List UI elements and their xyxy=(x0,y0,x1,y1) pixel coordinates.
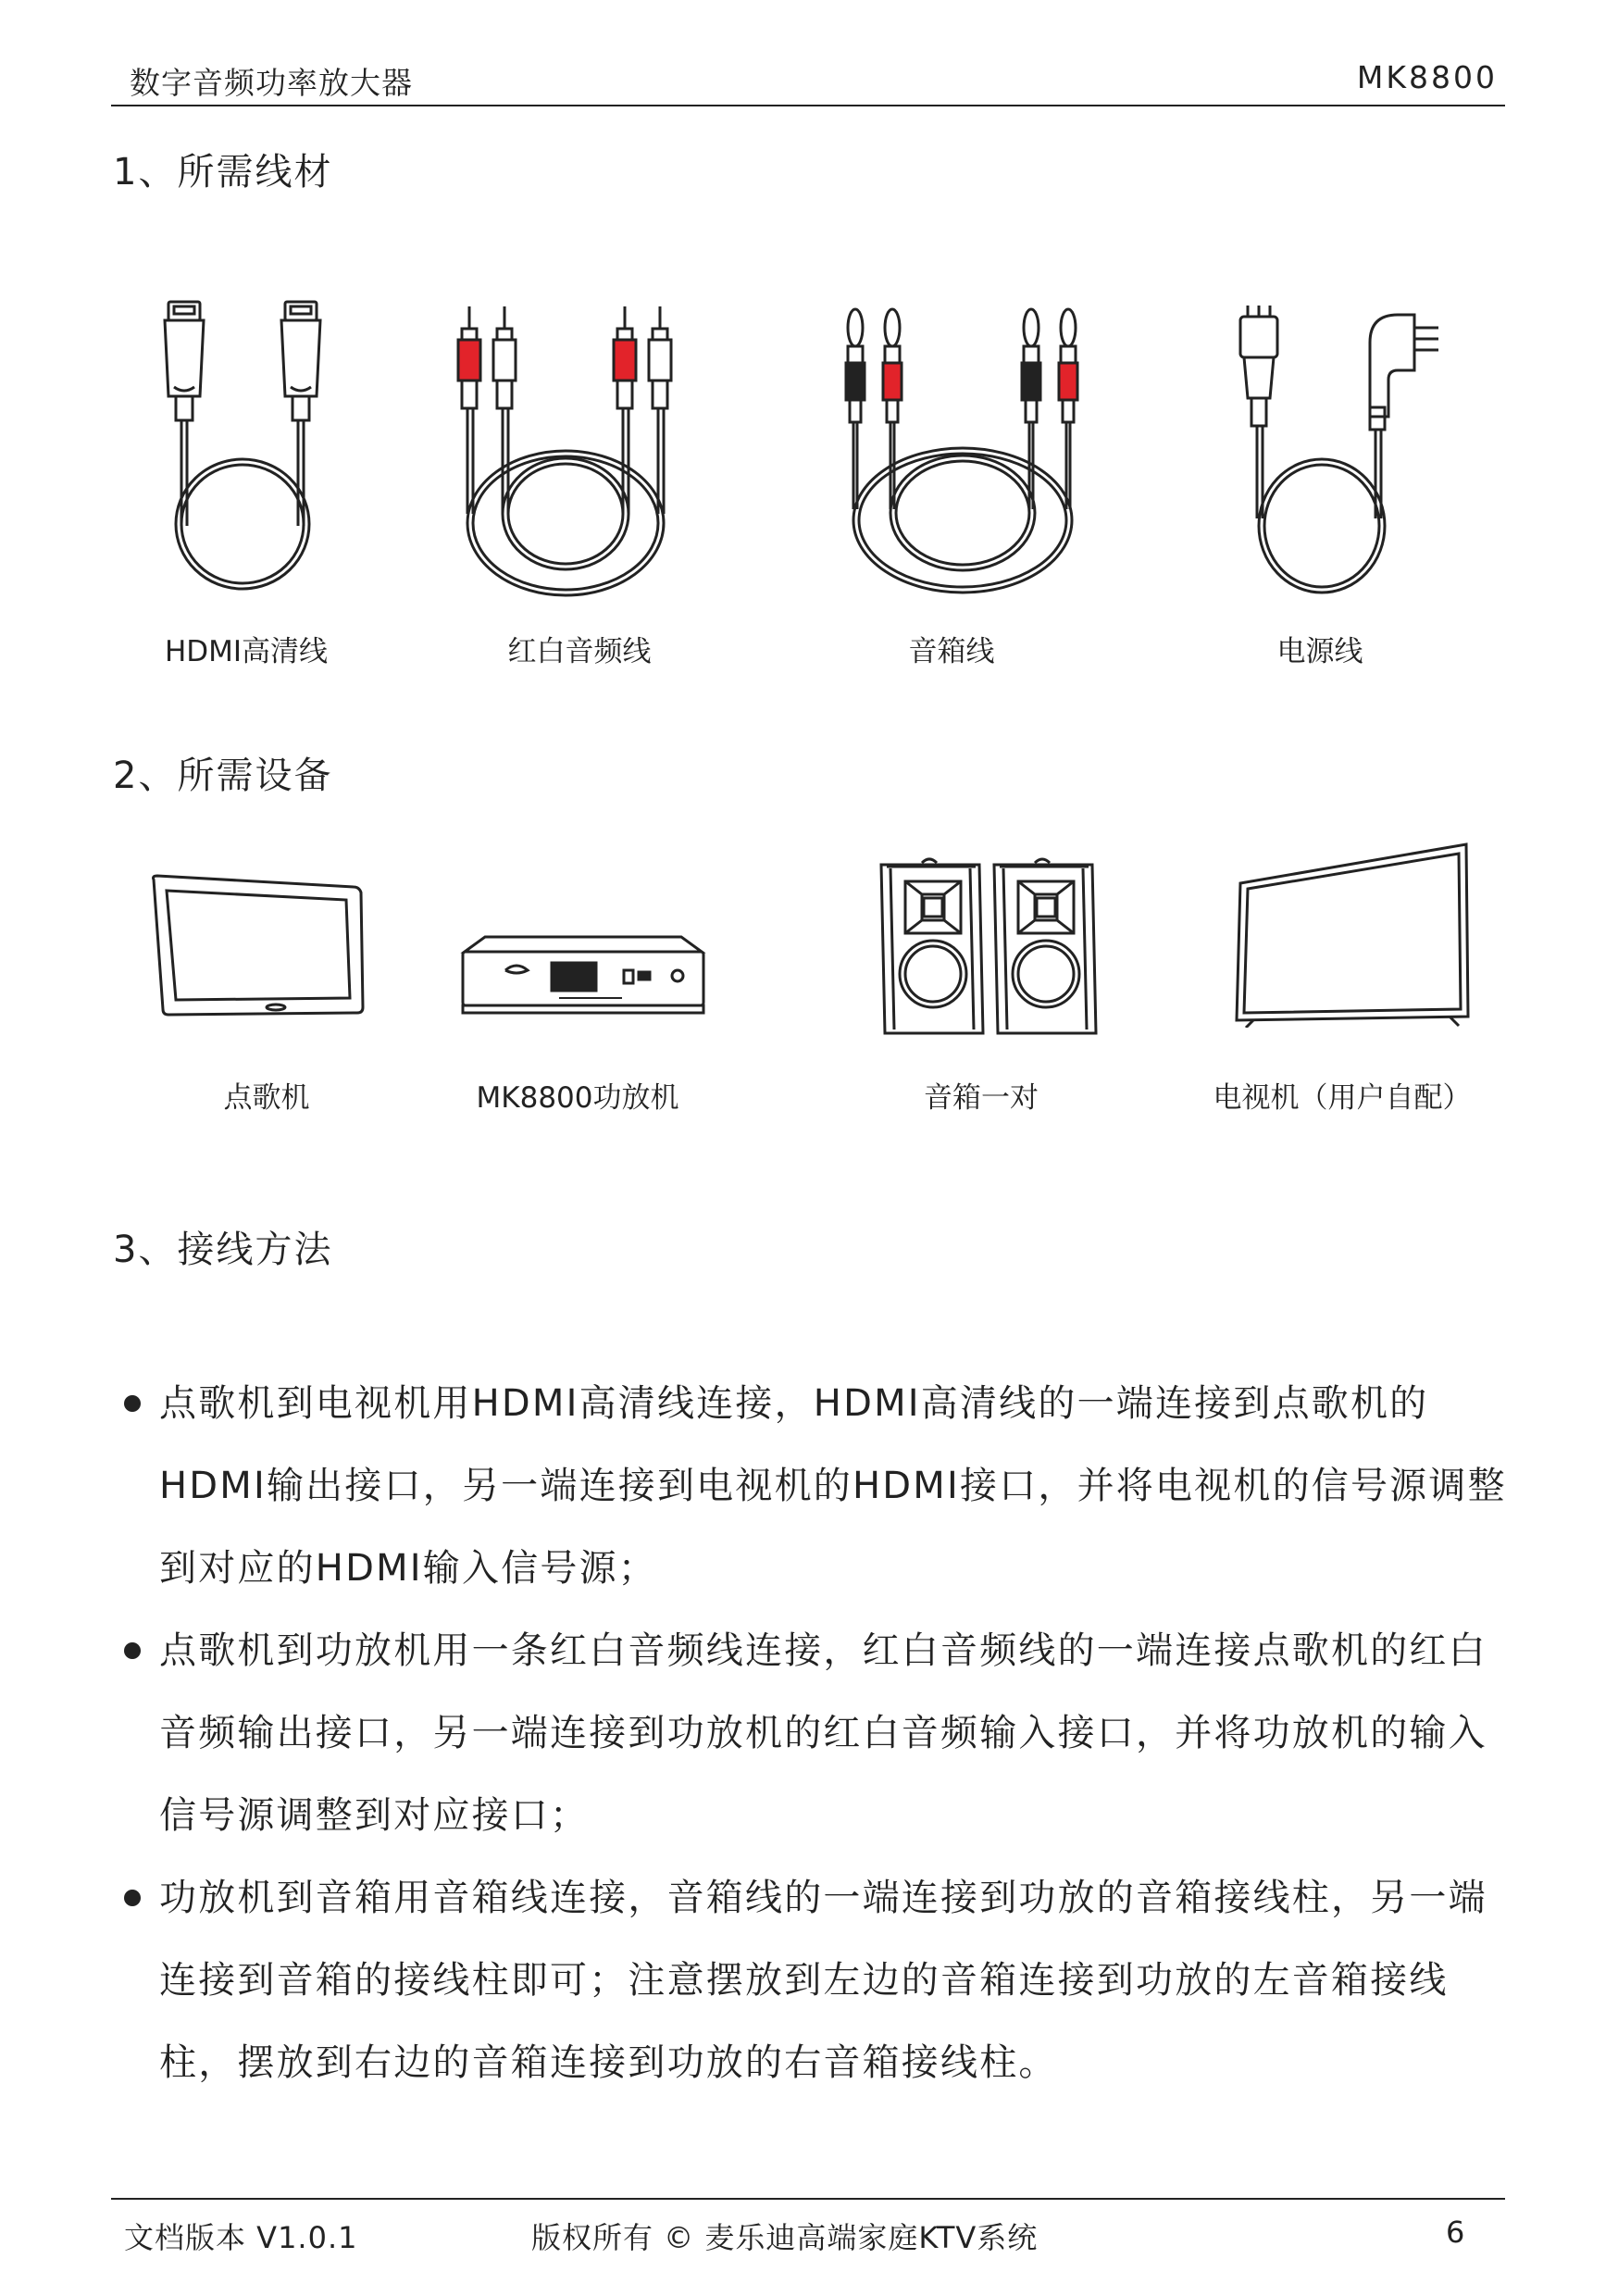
cable-label-power: 电源线 xyxy=(1276,635,1363,668)
header-model: MK8800 xyxy=(1356,59,1498,95)
cable-label-hdmi: HDMI高清线 xyxy=(164,635,329,668)
hdmi-cable-icon xyxy=(148,294,352,600)
tablet-icon xyxy=(148,870,370,1018)
bullet-icon xyxy=(124,1642,141,1659)
tv-icon xyxy=(1218,841,1477,1028)
section-title-cables: 1、所需线材 xyxy=(113,151,333,193)
header-divider xyxy=(111,105,1505,106)
list-item xyxy=(122,1610,1520,1857)
footer-copyright: 版权所有 © 麦乐迪高端家庭KTV系统 xyxy=(531,2220,1039,2255)
footer-divider xyxy=(111,2198,1505,2200)
speakers-icon xyxy=(877,852,1100,1037)
step-text: 点歌机到功放机用一条红白音频线连接，红白音频线的一端连接点歌机的红白音频输出接口，另一端连接到功放机的红白音频输入接口，并将功放机的输入信号源调整到对应接口； xyxy=(159,1629,1487,1837)
header-title: 数字音频功率放大器 xyxy=(130,65,413,101)
rca-cable-icon xyxy=(449,301,690,606)
list-item xyxy=(122,1857,1520,2104)
cable-label-speaker: 音箱线 xyxy=(908,635,995,668)
bullet-icon xyxy=(124,1395,141,1412)
amplifier-icon xyxy=(457,933,709,1018)
cable-label-rca: 红白音频线 xyxy=(507,635,652,668)
device-label-tv: 电视机（用户自配） xyxy=(1213,1081,1472,1115)
device-label-speakers: 音箱一对 xyxy=(924,1081,1039,1115)
section-title-devices: 2、所需设备 xyxy=(113,755,333,797)
wiring-steps xyxy=(122,1363,1520,2104)
bullet-icon xyxy=(124,1890,141,1906)
step-text: 功放机到音箱用音箱线连接，音箱线的一端连接到功放的音箱接线柱，另一端连接到音箱的接线柱即可；注意摆放到左边的音箱连接到功放的左音箱接线柱，摆放到右边的音箱连接到功放的右音箱接线柱。 xyxy=(159,1877,1487,2084)
footer-page-number: 6 xyxy=(1446,2215,1466,2250)
step-text: 点歌机到电视机用HDMI高清线连接，HDMI高清线的一端连接到点歌机的HDMI输出接口，另一端连接到电视机的HDMI接口，并将电视机的信号源调整到对应的HDMI输入信号源； xyxy=(159,1382,1507,1590)
footer-version: 文档版本 V1.0.1 xyxy=(124,2220,358,2255)
power-cable-icon xyxy=(1231,306,1481,602)
device-label-amplifier: MK8800功放机 xyxy=(476,1081,679,1115)
speaker-cable-icon xyxy=(842,306,1101,602)
device-label-tablet: 点歌机 xyxy=(223,1081,310,1115)
list-item xyxy=(122,1363,1520,1610)
section-title-wiring: 3、接线方法 xyxy=(113,1229,333,1271)
